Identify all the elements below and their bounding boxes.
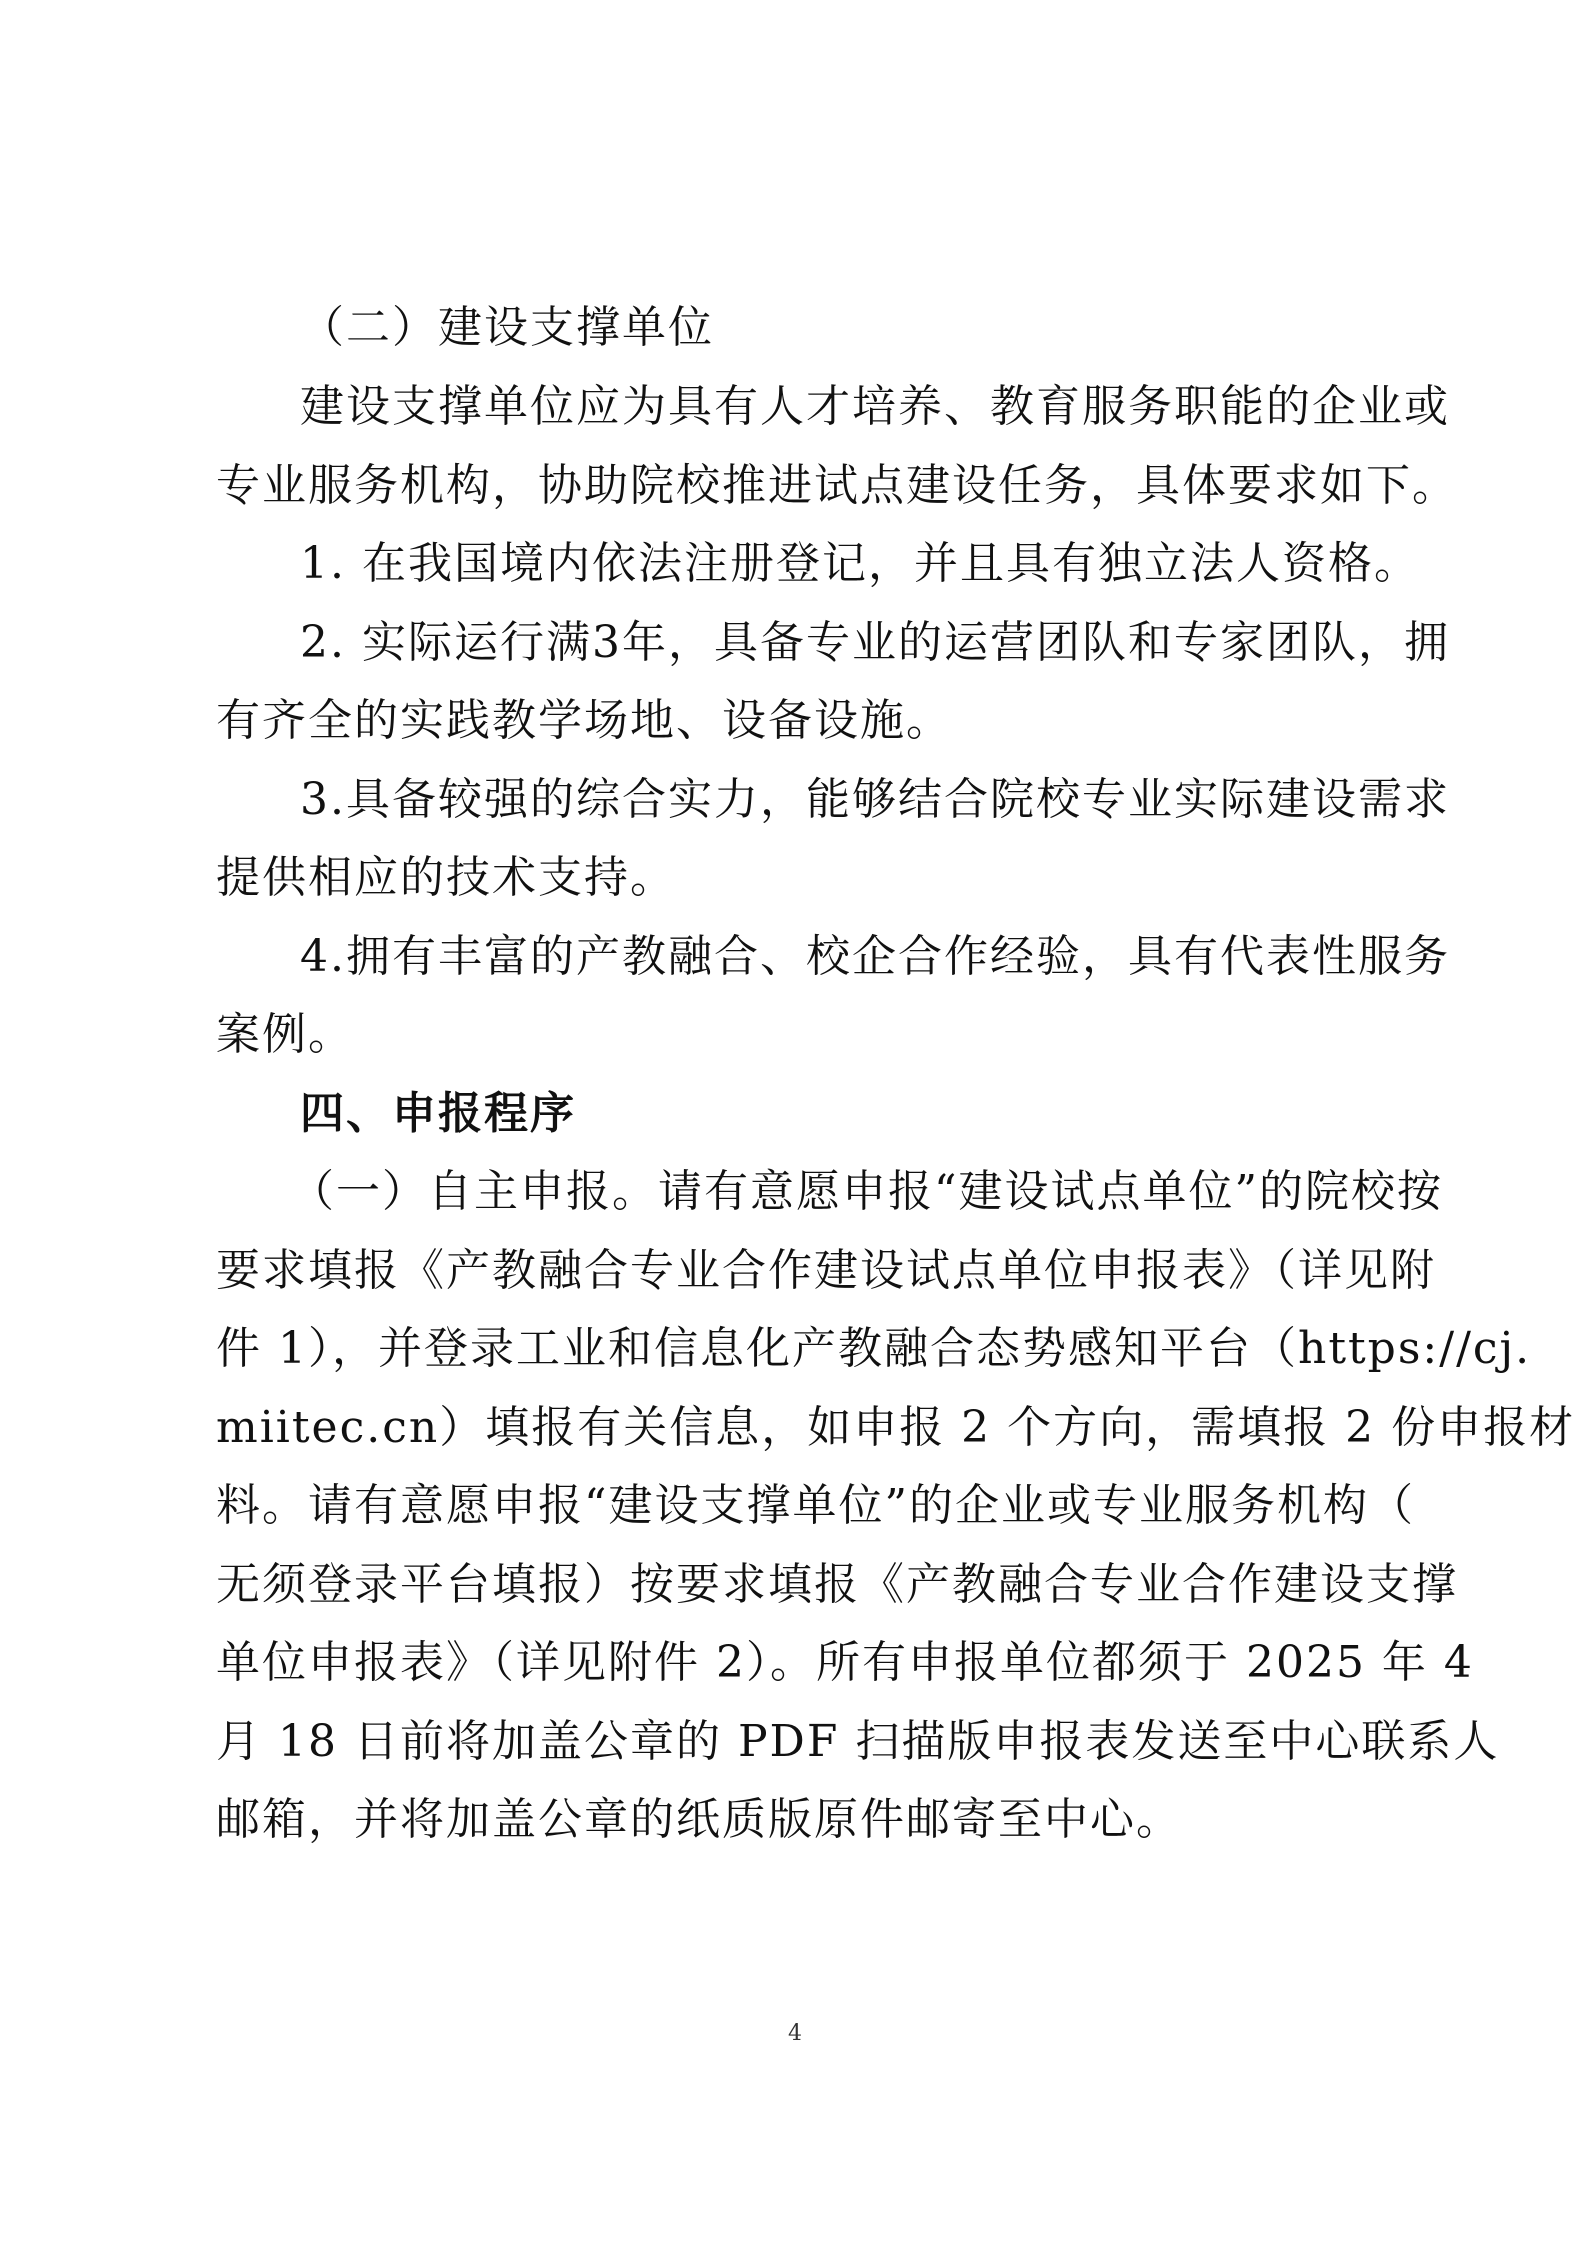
- procedure-line: （一）自主申报。请有意愿申报“建设试点单位”的院校按: [290, 1166, 1443, 1217]
- subsection-heading: （二）建设支撑单位: [300, 302, 714, 353]
- procedure-line: miitec.cn）填报有关信息，如申报 2 个方向，需填报 2 份申报材: [216, 1402, 1576, 1453]
- procedure-line: 要求填报《产教融合专业合作建设试点单位申报表》（详见附: [216, 1245, 1436, 1296]
- procedure-line: 件 1），并登录工业和信息化产教融合态势感知平台（https://cj.: [216, 1323, 1532, 1374]
- procedure-line: 单位申报表》（详见附件 2）。所有申报单位都须于 2025 年 4: [216, 1637, 1474, 1688]
- procedure-line: 月 18 日前将加盖公章的 PDF 扫描版申报表发送至中心联系人: [216, 1716, 1500, 1767]
- procedure-line: 料。请有意愿申报“建设支撑单位”的企业或专业服务机构（: [216, 1480, 1415, 1531]
- requirement-3: 3.具备较强的综合实力，能够结合院校专业实际建设需求: [300, 774, 1450, 825]
- requirement-3-cont: 提供相应的技术支持。: [216, 852, 676, 903]
- requirement-2: 2. 实际运行满3年，具备专业的运营团队和专家团队，拥: [300, 617, 1450, 668]
- procedure-line: 邮箱，并将加盖公章的纸质版原件邮寄至中心。: [216, 1794, 1182, 1845]
- requirement-2-cont: 有齐全的实践教学场地、设备设施。: [216, 695, 952, 746]
- procedure-line: 无须登录平台填报）按要求填报《产教融合专业合作建设支撑: [216, 1559, 1458, 1610]
- requirement-4: 4.拥有丰富的产教融合、校企合作经验，具有代表性服务: [300, 931, 1450, 982]
- section-heading: 四、申报程序: [300, 1088, 576, 1139]
- paragraph-line: 建设支撑单位应为具有人才培养、教育服务职能的企业或: [300, 381, 1450, 432]
- paragraph-line: 专业服务机构，协助院校推进试点建设任务，具体要求如下。: [216, 460, 1458, 511]
- requirement-1: 1. 在我国境内依法注册登记，并且具有独立法人资格。: [300, 538, 1420, 589]
- page-number: 4: [788, 2021, 802, 2046]
- requirement-4-cont: 案例。: [216, 1009, 354, 1060]
